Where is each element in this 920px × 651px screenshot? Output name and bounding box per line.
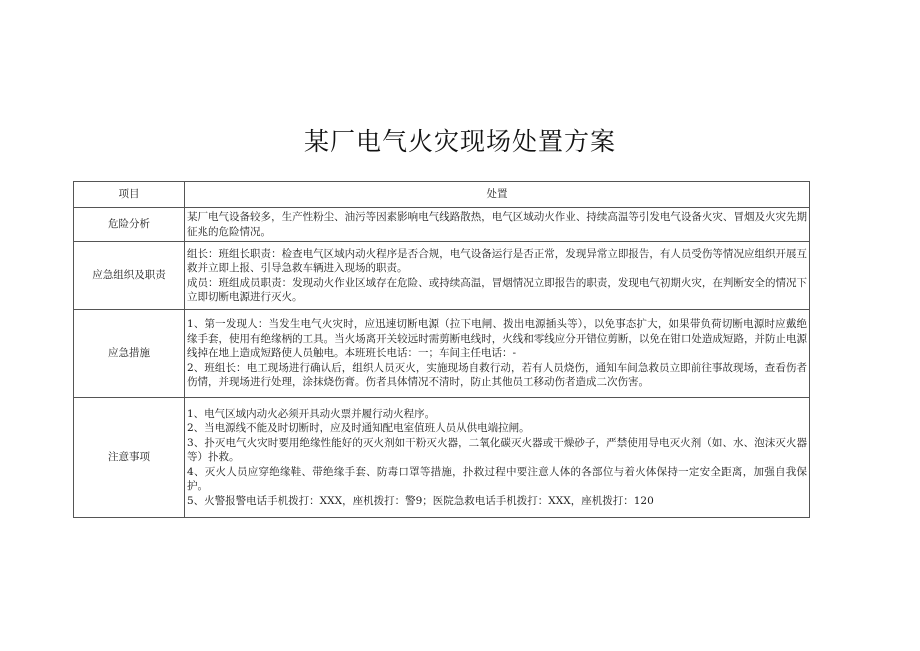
paragraph: 某厂电气设备较多，生产性粉尘、油污等因素影响电气线路散热，电气区域动火作业、持续高温等引发电气设备火灾、冒烟及火灾先期征兆的危险情况。	[187, 211, 807, 238]
paragraph: 5、火警报警电话手机拨打：XXX，座机拨打：警9；医院急救电话手机拨打：XXX，座机拨打：120	[187, 494, 654, 507]
response-plan-table	[73, 181, 810, 518]
table-row-precautions	[74, 398, 810, 518]
header-action: 处置	[185, 182, 810, 208]
paragraph: 2、班组长：电工现场进行确认后，组织人员灭火，实施现场自救行动，若有人员烧伤，通知车间急救员立即前往事故现场，查看伤者伤情，并现场进行处理，涂抹烧伤膏。伤者具体情况不清时，防止其他员工移动伤者造成二次伤害。	[187, 361, 807, 389]
header-item: 项目	[74, 182, 185, 208]
row-content-precautions	[185, 398, 810, 518]
row-label-emergency-organization: 应急组织及职责	[74, 242, 185, 310]
paragraph: 组长：班组长职责：检查电气区域内动火程序是否合规，电气设备运行是否正常，发现异常立即报告，有人员受伤等情况应组织开展互救并立即上报、引导急救车辆进入现场的职责。	[187, 247, 807, 274]
table-row-hazard-analysis	[74, 208, 810, 242]
paragraph: 1、电气区域内动火必须开具动火票并履行动火程序。	[187, 407, 436, 420]
paragraph: 2、当电源线不能及时切断时，应及时通知配电室值班人员从供电端拉闸。	[187, 422, 530, 435]
row-content-emergency-measures	[185, 310, 810, 398]
paragraph: 3、扑灭电气火灾时要用绝缘性能好的灭火剂如干粉灭火器，二氧化碳灭火器或干燥砂子，严禁使用导电灭火剂（如、水、泡沫灭火器等）扑救。	[187, 436, 807, 464]
row-content-emergency-organization	[185, 242, 810, 310]
table-row-emergency-organization	[74, 242, 810, 310]
row-content-hazard-analysis	[185, 208, 810, 242]
table-row-emergency-measures	[74, 310, 810, 398]
paragraph: 4、灭火人员应穿绝缘鞋、带绝缘手套、防毒口罩等措施，扑救过程中要注意人体的各部位与着火体保持一定安全距离，加强自我保护。	[187, 465, 807, 493]
table-header-row	[74, 182, 810, 208]
document-title: 某厂电气火灾现场处置方案	[303, 127, 616, 156]
paragraph: 1、第一发现人：当发生电气火灾时，应迅速切断电源（拉下电闸、拨出电源插头等），以免事态扩大，如果带负荷切断电源时应戴绝缘手套，使用有绝缘柄的工具。当火场离开关较远时需剪断电线时，火线和零线应分开错位剪断，以免在钳口处造成短路，并防止电源线掉在地上造成短路使人员触电。本班班长电话：一；车间主任电话：-	[187, 318, 807, 360]
row-label-hazard-analysis: 危险分析	[74, 208, 185, 242]
paragraph: 成员：班组成员职责：发现动火作业区域存在危险、或持续高温，冒烟情况立即报告的职责，发现电气初期火灾，在判断安全的情况下立即切断电源进行灭火。	[187, 276, 807, 303]
row-label-precautions: 注意事项	[74, 398, 185, 518]
row-label-emergency-measures: 应急措施	[74, 310, 185, 398]
